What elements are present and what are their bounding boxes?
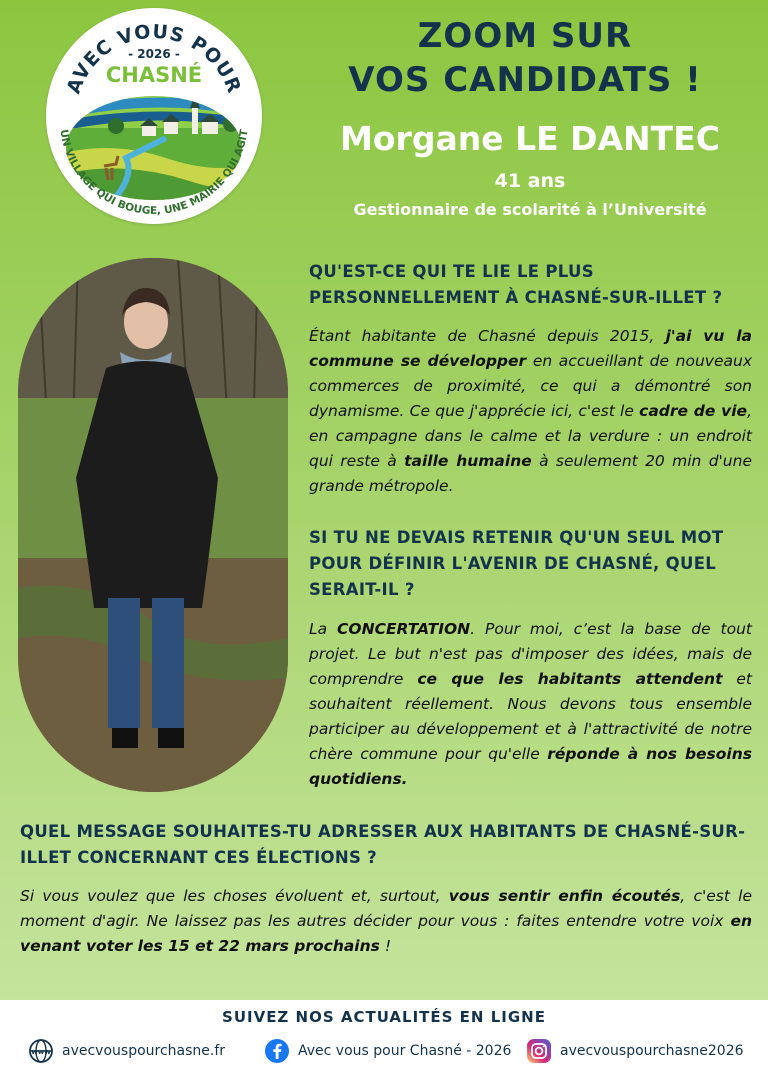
- answer-2-text: La: [309, 620, 338, 638]
- answer-3-emphasis: en venant voter les 15 et 22 mars prochains: [20, 912, 752, 955]
- logo-slogan: UN VILLAGE QUI BOUGE, UNE MAIRIE QUI AGIT: [57, 128, 251, 217]
- question-1: QU'EST-CE QUI TE LIE LE PLUS PERSONNELLEMENT À CHASNÉ-SUR-ILLET ?: [309, 262, 723, 307]
- globe-icon: [28, 1038, 54, 1064]
- campaign-logo: [46, 8, 262, 224]
- answer-3-text: , c'est le moment d'agir. Ne laissez pas les autres décider pour vous : faites entendre votre voix: [20, 887, 752, 930]
- question-3: QUEL MESSAGE SOUHAITES-TU ADRESSER AUX HABITANTS DE CHASNÉ-SUR-ILLET CONCERNANT CES ÉLECTIONS ?: [20, 822, 746, 867]
- answer-2-emphasis: réponde à nos besoins quotidiens.: [309, 745, 752, 788]
- candidate-photo-illustration: [18, 258, 288, 792]
- answer-1-emphasis: taille humaine: [404, 452, 532, 470]
- candidate-age: 41 ans: [494, 170, 566, 192]
- title-line-1: ZOOM SUR: [417, 16, 633, 56]
- globe-icon-text: www: [31, 1048, 51, 1056]
- answer-1-text: à seulement 20 min d'une grande métropole.: [309, 452, 752, 495]
- answer-1-text: , en campagne dans le calme et la verdure : un endroit qui reste à: [309, 402, 752, 470]
- logo-year: - 2026 -: [128, 47, 180, 61]
- answer-2-emphasis: CONCERTATION: [337, 620, 471, 638]
- answer-1: [309, 324, 752, 499]
- footer: [0, 1000, 768, 1070]
- answer-3-emphasis: vous sentir enfin écoutés: [448, 887, 681, 905]
- answer-1-text: en accueillant de nouveaux commerces de proximité, ce qui a démontré son dynamisme. Ce que j'apprécie ici, c'est le: [309, 352, 752, 420]
- question-2: SI TU NE DEVAIS RETENIR QU'UN SEUL MOT POUR DÉFINIR L'AVENIR DE CHASNÉ, QUEL SERAIT-IL ?: [309, 528, 724, 599]
- answer-2-emphasis: ce que les habitants attendent: [417, 670, 723, 688]
- instagram-link[interactable]: [526, 1038, 744, 1064]
- answer-3: [20, 884, 752, 959]
- candidate-job: Gestionnaire de scolarité à l’Université: [353, 200, 707, 219]
- page-title: [290, 14, 760, 102]
- answer-3-text: Si vous voulez que les choses évoluent et, surtout,: [20, 887, 449, 905]
- website-label: avecvouspourchasne.fr: [62, 1043, 226, 1059]
- answer-2: [309, 617, 752, 792]
- instagram-icon: [526, 1038, 552, 1064]
- answer-2-text: . Pour moi, c’est la base de tout projet. Le but n'est pas d'imposer des idées, mais de comprendre: [309, 620, 752, 688]
- answer-2-text: et souhaitent réellement. Nous devons tous ensemble participer au développement et à l'attractivité de notre chère commune pour qu'elle: [309, 670, 752, 763]
- logo-graphic: [46, 8, 262, 224]
- facebook-label: Avec vous pour Chasné - 2026: [298, 1043, 512, 1059]
- title-line-2: VOS CANDIDATS !: [348, 60, 702, 100]
- candidate-name: Morgane LE DANTEC: [340, 119, 720, 158]
- logo-village-scene: [46, 88, 262, 208]
- answer-1-text: Étant habitante de Chasné depuis 2015,: [309, 327, 666, 345]
- facebook-icon: [264, 1038, 290, 1064]
- logo-town: CHASNÉ: [105, 63, 203, 87]
- website-link[interactable]: [28, 1038, 225, 1064]
- footer-title: SUIVEZ NOS ACTUALITÉS EN LIGNE: [222, 1008, 546, 1026]
- facebook-link[interactable]: [264, 1038, 511, 1064]
- candidate-photo: [18, 258, 288, 792]
- answer-1-emphasis: j'ai vu la commune se développer: [309, 327, 752, 370]
- instagram-label: avecvouspourchasne2026: [560, 1043, 744, 1059]
- answer-3-text: !: [379, 937, 392, 955]
- answer-1-emphasis: cadre de vie: [639, 402, 748, 420]
- logo-top-text: AVEC VOUS POUR: [62, 20, 246, 97]
